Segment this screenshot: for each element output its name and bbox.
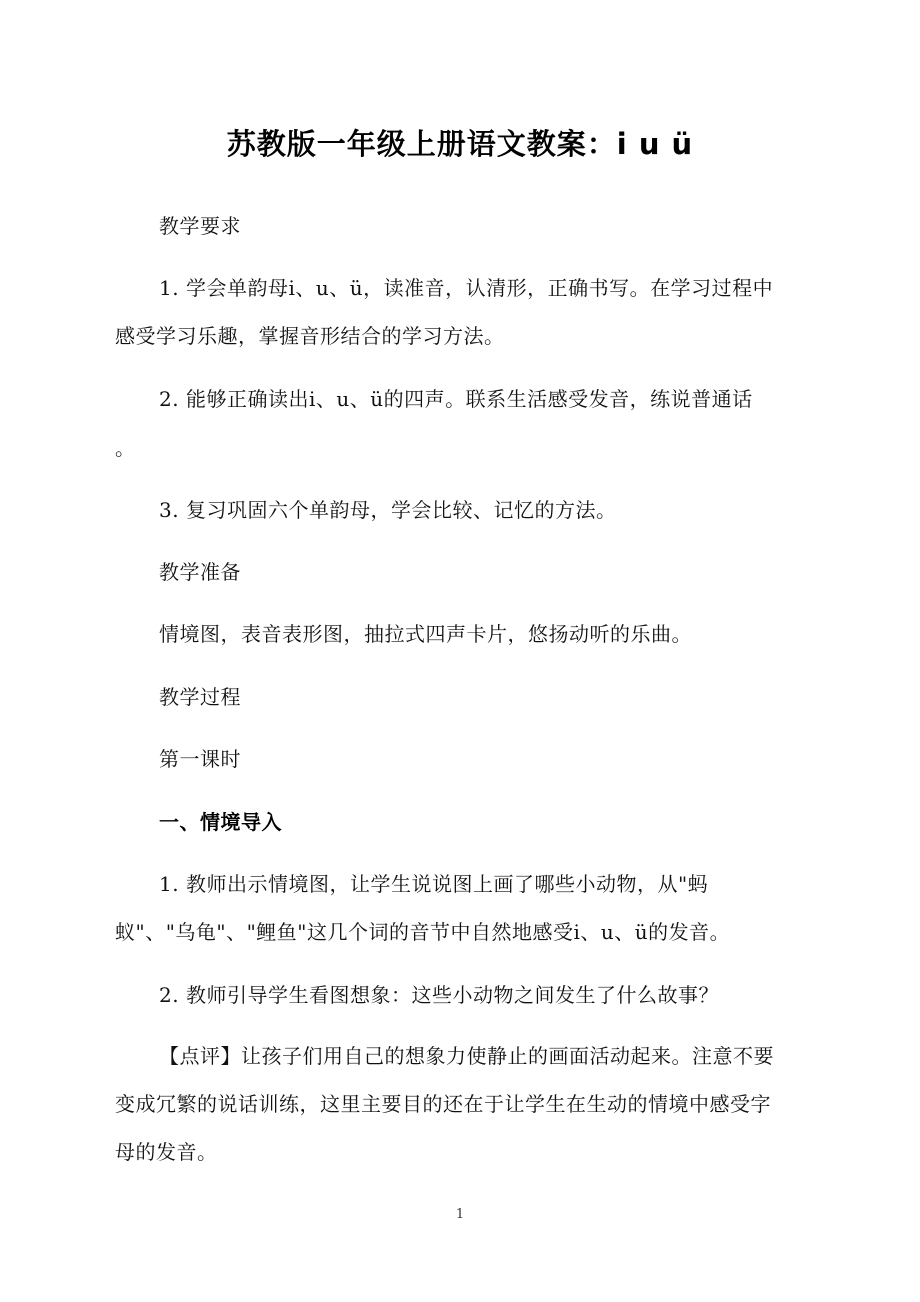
document-title: 苏教版一年级上册语文教案：i u ü bbox=[226, 127, 694, 161]
section-heading-preparation: 教学准备 bbox=[159, 560, 241, 584]
lesson-label: 第一课时 bbox=[159, 747, 241, 771]
requirement-item-2: 2. 能够正确读出i、u、ü的四声。联系生活感受发音，练说普通话 bbox=[159, 387, 753, 411]
process-step-2: 2. 教师引导学生看图想象：这些小动物之间发生了什么故事？ bbox=[159, 983, 719, 1007]
section-heading-requirements: 教学要求 bbox=[159, 214, 241, 238]
comment-paragraph: 【点评】让孩子们用自己的想象力使静止的画面活动起来。注意不要变成冗繁的说话训练，这里主要目的还在于让学生在生动的情境中感受字母的发音。 bbox=[115, 1044, 774, 1164]
process-step-1: 1. 教师出示情境图，让学生说说图上画了哪些小动物，从"蚂蚁"、"乌龟"、"鲤鱼"这几个词的音节中自然地感受i、u、ü的发音。 bbox=[115, 872, 731, 944]
page-number: 1 bbox=[455, 1207, 465, 1222]
requirement-item-2-tail: 。 bbox=[115, 436, 136, 460]
requirement-item-3: 3. 复习巩固六个单韵母，学会比较、记忆的方法。 bbox=[159, 498, 617, 522]
section-heading-process: 教学过程 bbox=[159, 685, 241, 709]
requirement-item-1: 1. 学会单韵母i、u、ü，读准音，认清形，正确书写。在学习过程中感受学习乐趣，掌握音形结合的学习方法。 bbox=[115, 276, 774, 348]
part-heading-situation-intro: 一、情境导入 bbox=[159, 810, 282, 834]
preparation-body: 情境图，表音表形图，抽拉式四声卡片，悠扬动听的乐曲。 bbox=[159, 622, 692, 646]
